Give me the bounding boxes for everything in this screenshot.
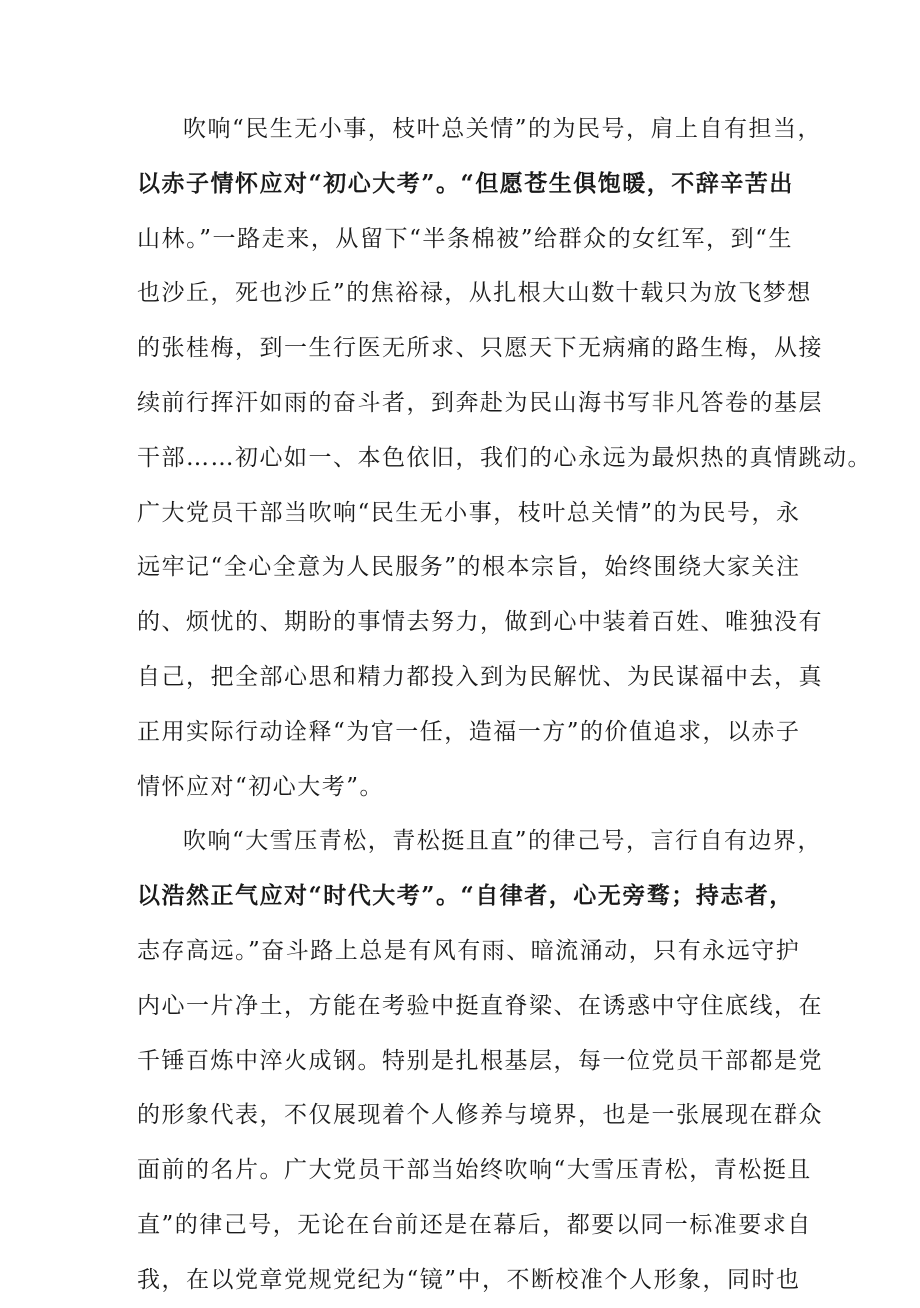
text-line: 广大党员干部当吹响“民生无小事，枝叶总关情”的为民号，永 — [137, 499, 801, 526]
text-line: 自己，把全部心思和精力都投入到为民解忧、为民谋福中去，真 — [137, 663, 823, 690]
text-line: 的张桂梅，到一生行医无所求、只愿天下无病痛的路生梅，从接 — [137, 335, 823, 362]
text-line: 也沙丘，死也沙丘”的焦裕禄，从扎根大山数十载只为放飞梦想 — [137, 280, 812, 307]
text-line: 千锤百炼中淬火成钢。特别是扎根基层，每一位党员干部都是党 — [137, 1047, 823, 1074]
text-line: 面前的名片。广大党员干部当始终吹响“大雪压青松，青松挺且 — [137, 1157, 812, 1184]
text-line: 干部……初心如一、本色依旧，我们的心永远为最炽热的真情跳动。 — [137, 444, 872, 471]
text-line: 以赤子情怀应对“初心大考”。“但愿苍生俱饱暖，不辞辛苦出 — [137, 169, 794, 197]
text-line: 志存高远。”奋斗路上总是有风有雨、暗流涌动，只有永远守护 — [137, 937, 801, 964]
text-line: 情怀应对“初心大考”。 — [137, 773, 385, 800]
text-line: 山林。”一路走来，从留下“半条棉被”给群众的女红军，到“生 — [137, 225, 793, 252]
text-line: 以浩然正气应对“时代大考”。“自律者，心无旁骛；持志者， — [137, 882, 794, 910]
paragraph-2 — [137, 814, 823, 1307]
text-line: 吹响“民生无小事，枝叶总关情”的为民号，肩上自有担当， — [183, 116, 823, 142]
text-line: 正用实际行动诠释“为官一任，造福一方”的价值追求，以赤子 — [137, 718, 801, 745]
text-line: 的、烦忧的、期盼的事情去努力，做到心中装着百姓、唯独没有 — [137, 609, 823, 636]
text-line: 远牢记“全心全意为人民服务”的根本宗旨，始终围绕大家关注 — [137, 554, 801, 581]
text-line: 内心一片净土，方能在考验中挺直脊梁、在诱惑中守住底线，在 — [137, 992, 823, 1019]
text-line: 直”的律己号，无论在台前还是在幕后，都要以同一标准要求自 — [137, 1211, 812, 1238]
text-line: 我，在以党章党规党纪为“镜”中，不断校准个人形象，同时也 — [137, 1266, 801, 1293]
paragraph-1 — [137, 102, 872, 814]
text-line: 吹响“大雪压青松，青松挺且直”的律己号，言行自有边界， — [183, 828, 823, 855]
text-line: 的形象代表，不仅展现着个人修养与境界，也是一张展现在群众 — [137, 1102, 823, 1129]
text-line: 续前行挥汗如雨的奋斗者，到奔赴为民山海书写非凡答卷的基层 — [137, 389, 823, 416]
document-body — [137, 102, 872, 1308]
